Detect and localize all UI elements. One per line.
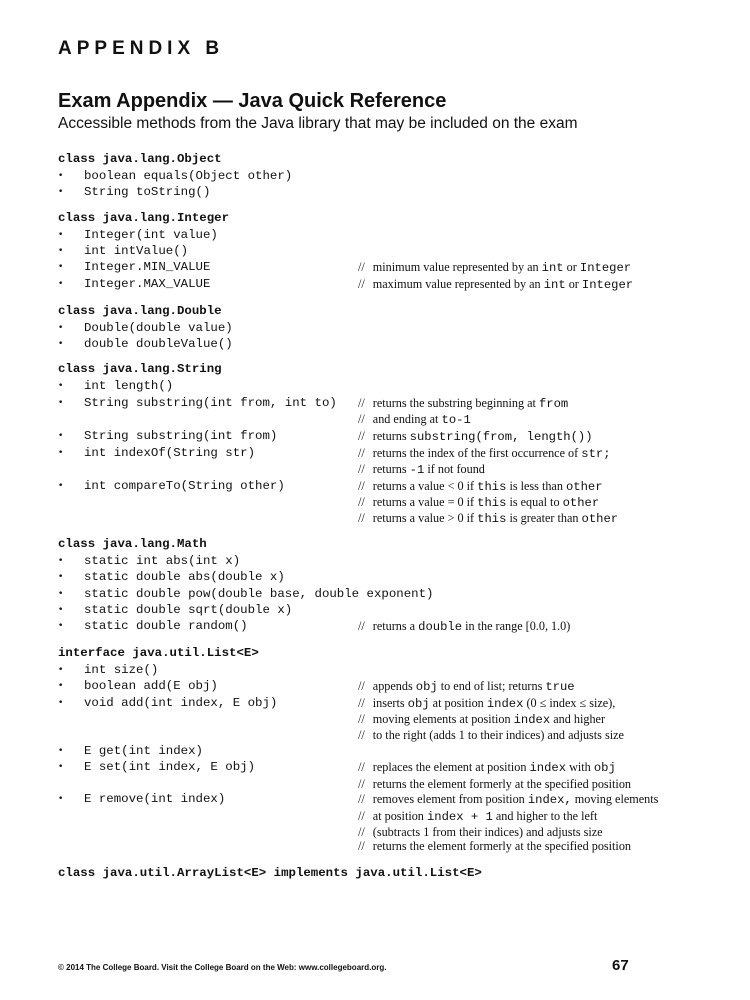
method-entry — [58, 184, 738, 200]
comment-prefix: // — [358, 824, 365, 839]
comment-code: other — [562, 496, 600, 511]
comment-text: at position — [429, 696, 487, 711]
method-comment — [358, 395, 738, 428]
comment-prefix: // — [358, 462, 365, 477]
comment-line — [358, 678, 738, 695]
bullet-icon: • — [58, 245, 64, 256]
bullet-icon: • — [58, 664, 64, 675]
method-entry — [58, 662, 738, 678]
comment-prefix: // — [358, 696, 365, 711]
comment-prefix: // — [358, 277, 365, 292]
method-signature: int intValue() — [84, 243, 189, 258]
method-comment — [358, 259, 738, 276]
method-entry — [58, 378, 738, 394]
method-entry — [58, 395, 738, 428]
method-comment — [358, 478, 738, 527]
page-subtitle: Accessible methods from the Java library that may be included on the exam — [58, 115, 578, 132]
bullet-icon: • — [58, 680, 64, 691]
comment-prefix: // — [358, 428, 365, 443]
page-title: Exam Appendix — Java Quick Reference — [58, 90, 447, 112]
comment-text: is less than — [506, 479, 566, 494]
comment-line — [358, 412, 738, 428]
comment-code: int — [543, 278, 566, 293]
comment-line — [358, 478, 738, 495]
comment-line — [358, 462, 738, 478]
comment-code: int — [541, 261, 564, 276]
comment-prefix: // — [358, 511, 365, 526]
method-entry — [58, 259, 738, 276]
method-signature: int compareTo(String other) — [84, 479, 285, 494]
comment-line — [358, 511, 738, 527]
comment-text: minimum value represented by an — [372, 260, 542, 275]
comment-code: to-1 — [441, 412, 471, 427]
comment-text: returns a value < 0 if — [372, 479, 478, 494]
method-comment — [358, 428, 738, 445]
comment-line — [358, 495, 738, 511]
reference-content — [58, 151, 738, 880]
bullet-icon: • — [58, 322, 64, 333]
comment-code: other — [581, 512, 619, 527]
comment-line — [358, 759, 738, 776]
comment-line — [358, 695, 738, 712]
bullet-icon: • — [58, 397, 64, 408]
method-entry — [58, 243, 738, 259]
method-signature: E remove(int index) — [84, 792, 226, 807]
method-entry — [58, 336, 738, 352]
method-signature: Integer.MIN_VALUE — [84, 260, 211, 275]
comment-prefix: // — [358, 411, 365, 426]
bullet-icon: • — [58, 762, 64, 773]
bullet-icon: • — [58, 262, 64, 273]
comment-code: this — [477, 480, 507, 495]
method-entry — [58, 569, 738, 585]
comment-text: or — [565, 277, 582, 292]
bullet-icon: • — [58, 448, 64, 459]
method-signature: static double sqrt(double x) — [84, 602, 293, 617]
comment-text: (subtracts 1 from their indices) and adjusts size — [372, 824, 603, 839]
class-header: interface java.util.List<E> — [58, 645, 259, 660]
comment-prefix: // — [358, 446, 365, 461]
method-comment — [358, 445, 738, 478]
method-signature: int length() — [84, 379, 174, 394]
method-signature: Integer.MAX_VALUE — [84, 277, 211, 292]
method-comment — [358, 276, 738, 293]
comment-prefix: // — [358, 760, 365, 775]
comment-text: removes element from position — [372, 792, 528, 807]
comment-text: to end of list; returns — [437, 678, 546, 693]
comment-prefix: // — [358, 728, 365, 743]
comment-code: this — [477, 496, 507, 511]
comment-text: replaces the element at position — [372, 760, 530, 775]
method-entry — [58, 743, 738, 759]
page-number: 67 — [612, 957, 629, 974]
method-comment — [358, 678, 738, 695]
method-entry — [58, 320, 738, 336]
comment-prefix: // — [358, 792, 365, 807]
comment-prefix: // — [358, 712, 365, 727]
class-section — [58, 536, 738, 635]
comment-code: index — [486, 697, 524, 712]
comment-code: str; — [581, 447, 611, 462]
method-signature: boolean add(E obj) — [84, 678, 218, 693]
method-signature: String substring(int from) — [84, 428, 278, 443]
comment-text: returns the element formerly at the specified position — [372, 839, 632, 854]
bullet-icon: • — [58, 229, 64, 240]
method-comment — [358, 618, 738, 635]
comment-text: returns — [372, 462, 410, 477]
method-entry — [58, 478, 738, 527]
bullet-icon: • — [58, 621, 64, 632]
comment-text: returns a — [372, 619, 419, 634]
class-section — [58, 151, 738, 201]
method-entry — [58, 759, 738, 791]
method-entry — [58, 428, 738, 445]
comment-text: returns — [372, 428, 410, 443]
bullet-icon: • — [58, 604, 64, 615]
comment-code: index — [513, 713, 551, 728]
method-comment — [358, 695, 738, 743]
comment-text: returns a value = 0 if — [372, 495, 478, 510]
comment-text: maximum value represented by an — [372, 277, 544, 292]
comment-code: obj — [415, 679, 438, 694]
comment-text: is equal to — [506, 495, 563, 510]
comment-line — [358, 825, 738, 840]
comment-text: moving elements at position — [372, 712, 514, 727]
method-entry — [58, 276, 738, 293]
comment-text: returns the substring beginning at — [372, 395, 539, 410]
footer-copyright: © 2014 The College Board. Visit the College Board on the Web: www.collegeboard.org. — [58, 963, 387, 972]
class-section — [58, 210, 738, 294]
comment-line — [358, 809, 738, 825]
comment-code: obj — [407, 697, 430, 712]
comment-text: and higher — [550, 712, 606, 727]
comment-code: index, — [527, 793, 572, 808]
comment-line — [358, 618, 738, 635]
method-signature: Double(double value) — [84, 320, 233, 335]
comment-code: true — [545, 679, 575, 694]
comment-code: -1 — [409, 463, 425, 478]
comment-code: Integer — [581, 278, 634, 293]
method-signature: boolean equals(Object other) — [84, 169, 293, 183]
method-entry — [58, 695, 738, 743]
bullet-icon: • — [58, 171, 64, 181]
method-entry — [58, 553, 738, 569]
bullet-icon: • — [58, 572, 64, 583]
comment-line — [358, 395, 738, 412]
method-signature: E get(int index) — [84, 744, 203, 759]
bullet-icon: • — [58, 430, 64, 441]
comment-text: returns the index of the first occurrence of — [372, 446, 582, 461]
method-signature: static double random() — [84, 619, 248, 634]
comment-line — [358, 791, 738, 808]
method-signature: static int abs(int x) — [84, 554, 241, 569]
method-signature: void add(int index, E obj) — [84, 696, 278, 711]
bullet-icon: • — [58, 556, 64, 567]
appendix-label: APPENDIX B — [58, 38, 225, 59]
comment-code: obj — [593, 761, 616, 776]
class-header: class java.lang.Integer — [58, 210, 230, 225]
class-section — [58, 645, 738, 855]
comment-line — [358, 777, 738, 792]
method-entry — [58, 678, 738, 695]
bullet-icon: • — [58, 746, 64, 757]
comment-prefix: // — [358, 678, 365, 693]
method-signature: static double pow(double base, double exponent) — [84, 586, 434, 601]
comment-text: returns the element formerly at the specified position — [372, 776, 632, 791]
comment-prefix: // — [358, 495, 365, 510]
comment-text: if not found — [424, 462, 485, 477]
method-signature: int indexOf(String str) — [84, 446, 256, 461]
comment-code: index + 1 — [426, 809, 493, 824]
arraylist-implements-line: class java.util.ArrayList<E> implements java.util.List<E> — [58, 866, 482, 881]
comment-line — [358, 728, 738, 743]
class-header: class java.lang.Object — [58, 152, 222, 166]
comment-prefix: // — [358, 260, 365, 275]
comment-code: double — [418, 620, 463, 635]
comment-code: Integer — [579, 261, 632, 276]
comment-line — [358, 428, 738, 445]
comment-line — [358, 276, 738, 293]
method-signature: Integer(int value) — [84, 227, 218, 242]
method-comment — [358, 759, 738, 791]
comment-text: and higher to the left — [492, 808, 598, 823]
comment-code: substring(from, length()) — [409, 429, 593, 444]
comment-code: index — [529, 761, 567, 776]
method-entry — [58, 445, 738, 478]
comment-text: to the right (adds 1 to their indices) and adjusts size — [372, 728, 624, 743]
comment-text: at position — [372, 808, 427, 823]
comment-text: returns a value > 0 if — [372, 511, 478, 526]
class-section — [58, 303, 738, 353]
method-signature: String substring(int from, int to) — [84, 395, 337, 410]
bullet-icon: • — [58, 698, 64, 709]
comment-prefix: // — [358, 479, 365, 494]
method-comment — [358, 791, 738, 854]
method-signature: String toString() — [84, 185, 211, 200]
comment-prefix: // — [358, 839, 365, 854]
comment-text: inserts — [372, 696, 408, 711]
comment-text: appends — [372, 678, 416, 693]
comment-text: in the range [0.0, 1.0) — [462, 619, 571, 634]
class-header: class java.lang.Math — [58, 537, 207, 552]
comment-prefix: // — [358, 619, 365, 634]
comment-text: and ending at — [372, 411, 442, 426]
method-signature: static double abs(double x) — [84, 570, 285, 585]
comment-line — [358, 259, 738, 276]
comment-text: with — [566, 760, 594, 775]
comment-line — [358, 712, 738, 728]
comment-code: other — [565, 480, 603, 495]
method-entry — [58, 586, 738, 602]
class-header: class java.lang.String — [58, 362, 222, 377]
bullet-icon: • — [58, 794, 64, 805]
bullet-icon: • — [58, 279, 64, 290]
comment-text: or — [563, 260, 580, 275]
method-entry — [58, 602, 738, 618]
comment-code: this — [477, 512, 507, 527]
bullet-icon: • — [58, 339, 64, 350]
bullet-icon: • — [58, 588, 64, 599]
comment-prefix: // — [358, 395, 365, 410]
comment-line — [358, 445, 738, 462]
method-entry — [58, 168, 738, 184]
bullet-icon: • — [58, 481, 64, 492]
method-entry — [58, 618, 738, 635]
comment-prefix: // — [358, 776, 365, 791]
class-section — [58, 361, 738, 527]
bullet-icon: • — [58, 381, 64, 392]
bullet-icon: • — [58, 187, 64, 198]
method-signature: int size() — [84, 662, 159, 677]
comment-text: moving elements — [571, 792, 659, 807]
comment-text: (0 ≤ index ≤ size), — [523, 696, 616, 711]
comment-code: from — [538, 396, 569, 411]
method-signature: E set(int index, E obj) — [84, 760, 256, 775]
class-header: class java.lang.Double — [58, 303, 222, 318]
method-entry — [58, 227, 738, 243]
comment-text: is greater than — [506, 511, 582, 526]
method-entry — [58, 791, 738, 854]
method-signature: double doubleValue() — [84, 337, 233, 352]
comment-prefix: // — [358, 808, 365, 823]
comment-line — [358, 839, 738, 854]
